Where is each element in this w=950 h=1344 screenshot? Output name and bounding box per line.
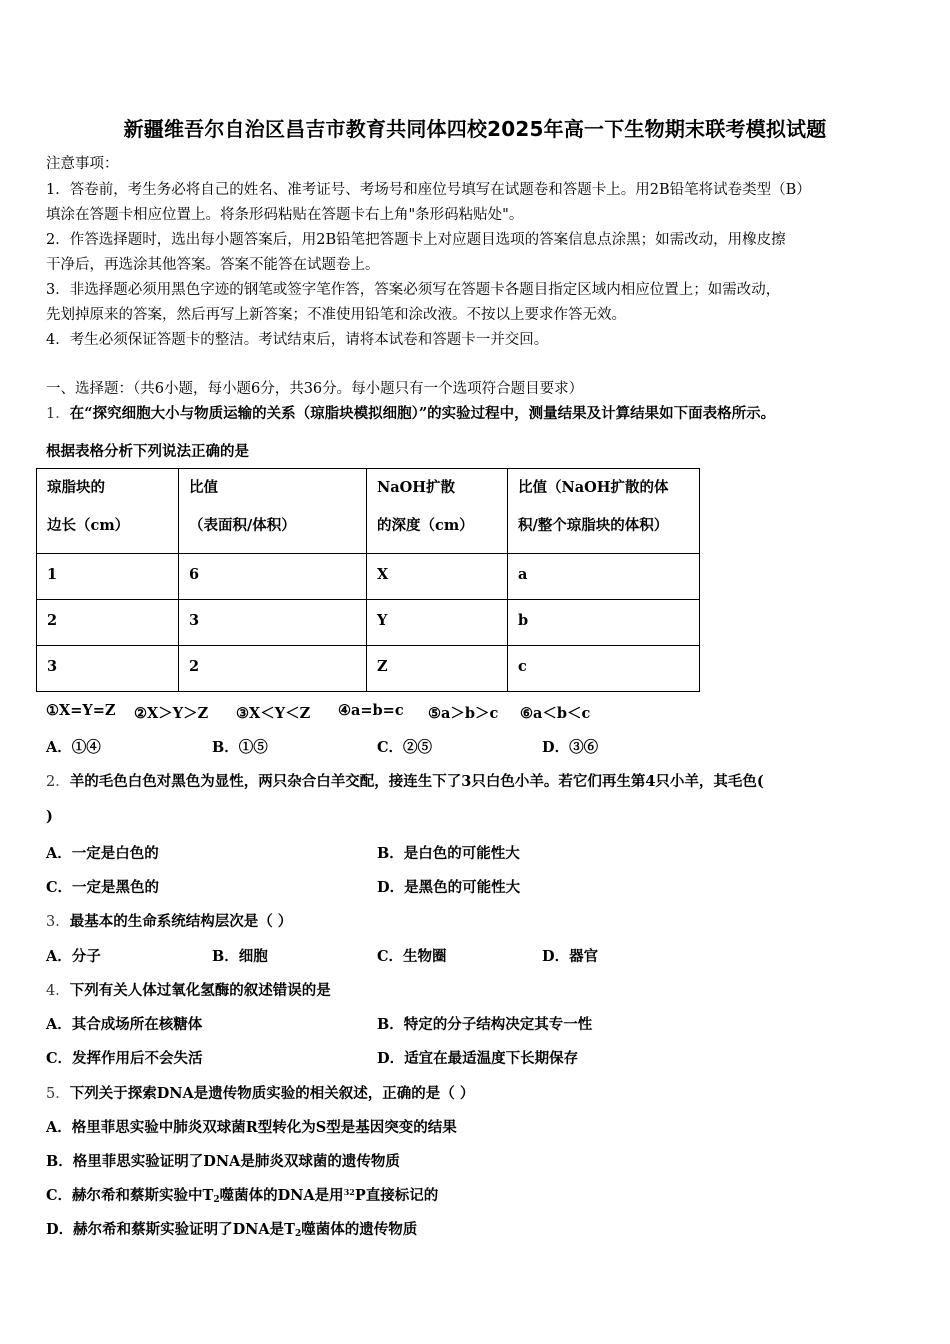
section-heading: 一、选择题：（共6小题，每小题6分，共36分。每小题只有一个选项符合题目要求） [46,381,584,397]
question-1 [46,402,775,423]
question-number: 2． [46,774,70,790]
option-a[interactable]: A．分子 [46,948,101,965]
table-row [37,646,700,692]
option-c[interactable]: C．②⑤ [377,739,433,756]
notice-line: 3．非选择题必须用黑色字迹的钢笔或签字笔作答，答案必须写在答题卡各题目指定区域内相应位置上；如需改动， [46,282,781,298]
table-cell: 3 [37,646,179,692]
table-header-cell: NaOH扩散 的深度（cm） [367,469,508,554]
notice-heading: 注意事项： [46,156,119,172]
table-cell: b [508,600,700,646]
notice-line: 先划掉原来的答案，然后再写上新答案；不准使用铅笔和涂改液。不按以上要求作答无效。 [46,307,626,323]
option-d[interactable]: D．器官 [542,948,599,965]
table-cell: a [508,554,700,600]
option-c[interactable]: C．生物圈 [377,948,447,965]
question-text: 羊的毛色白色对黑色为显性，两只杂合白羊交配，接连生下了3只白色小羊。若它们再生第4只小羊，其毛色( [69,773,764,790]
table-header-row [37,469,700,554]
question-number: 3． [46,914,70,930]
statement: ⑤a＞b＞c [428,705,499,722]
table-header-cell: 比值 （表面积/体积） [179,469,367,554]
question-2 [46,770,764,791]
table-cell: 2 [179,646,367,692]
question-4 [46,979,331,1000]
option-d[interactable]: D．是黑色的可能性大 [377,879,521,896]
question-text: 最基本的生命系统结构层次是（ ） [69,913,293,930]
question-5 [46,1082,474,1103]
table-row [37,554,700,600]
option-b[interactable]: B．格里菲思实验证明了DNA是肺炎双球菌的遗传物质 [46,1153,400,1170]
statement: ①X=Y=Z [46,702,116,719]
option-a[interactable]: A．①④ [46,739,101,756]
statement: ⑥a＜b＜c [520,705,591,722]
option-d[interactable]: D．适宜在最适温度下长期保存 [377,1050,579,1067]
table-cell: 6 [179,554,367,600]
notice-line: 1．答卷前，考生务必将自己的姓名、准考证号、考场号和座位号填写在试题卷和答题卡上。用2B铅笔将试卷类型（B） [46,182,811,198]
notice-line: 填涂在答题卡相应位置上。将条形码粘贴在答题卡右上角"条形码粘贴处"。 [46,207,524,223]
question-text: 在“探究细胞大小与物质运输的关系（琼脂块模拟细胞）”的实验过程中，测量结果及计算结果如下面表格所示。 [69,405,776,422]
option-b[interactable]: B．细胞 [212,948,268,965]
option-d[interactable]: D．赫尔希和蔡斯实验证明了DNA是$T_2$噬菌体的遗传物质 [46,1221,418,1239]
data-table [36,468,700,692]
statement: ④a=b=c [338,702,404,719]
option-a[interactable]: A．格里菲思实验中肺炎双球菌R型转化为S型是基因突变的结果 [46,1119,457,1136]
page-title: 新疆维吾尔自治区昌吉市教育共同体四校2025年高一下生物期末联考模拟试题 [123,117,827,141]
statement: ②X＞Y＞Z [134,705,209,722]
notice-line: 2．作答选择题时，选出每小题答案后，用2B铅笔把答题卡上对应题目选项的答案信息点涂黑；如需改动，用橡皮擦 [46,232,786,248]
table-row [37,600,700,646]
option-b[interactable]: B．①⑤ [212,739,268,756]
statement: ③X＜Y＜Z [236,705,311,722]
notice-line: 4．考生必须保证答题卡的整洁。考试结束后，请将本试卷和答题卡一并交回。 [46,332,549,348]
question-1-text2: 根据表格分析下列说法正确的是 [46,443,249,460]
option-b[interactable]: B．特定的分子结构决定其专一性 [377,1016,593,1033]
notice-line: 干净后，再选涂其他答案。答案不能答在试题卷上。 [46,257,380,273]
option-c[interactable]: C．发挥作用后不会失活 [46,1050,203,1067]
question-number: 5． [46,1086,70,1102]
question-2-text2: ) [46,808,53,825]
option-d[interactable]: D．③⑥ [542,739,599,756]
question-3 [46,910,292,931]
option-a[interactable]: A．其合成场所在核糖体 [46,1016,203,1033]
table-header-cell: 比值（NaOH扩散的体 积/整个琼脂块的体积） [508,469,700,554]
table-cell: Z [367,646,508,692]
option-c[interactable]: C．一定是黑色的 [46,879,160,896]
table-cell: c [508,646,700,692]
question-text: 下列关于探索DNA是遗传物质实验的相关叙述，正确的是（ ） [69,1085,475,1102]
table-header-cell: 琼脂块的 边长（cm） [37,469,179,554]
table-cell: 1 [37,554,179,600]
option-a[interactable]: A．一定是白色的 [46,845,159,862]
option-b[interactable]: B．是白色的可能性大 [377,845,520,862]
table-cell: 3 [179,600,367,646]
table-cell: X [367,554,508,600]
question-number: 4． [46,983,70,999]
option-c[interactable]: C．赫尔希和蔡斯实验中$T_2$噬菌体的DNA是用$^{32}$P直接标记的 [46,1187,439,1205]
question-text: 下列有关人体过氧化氢酶的叙述错误的是 [69,982,331,999]
question-number: 1． [46,406,70,422]
table-cell: 2 [37,600,179,646]
table-cell: Y [367,600,508,646]
